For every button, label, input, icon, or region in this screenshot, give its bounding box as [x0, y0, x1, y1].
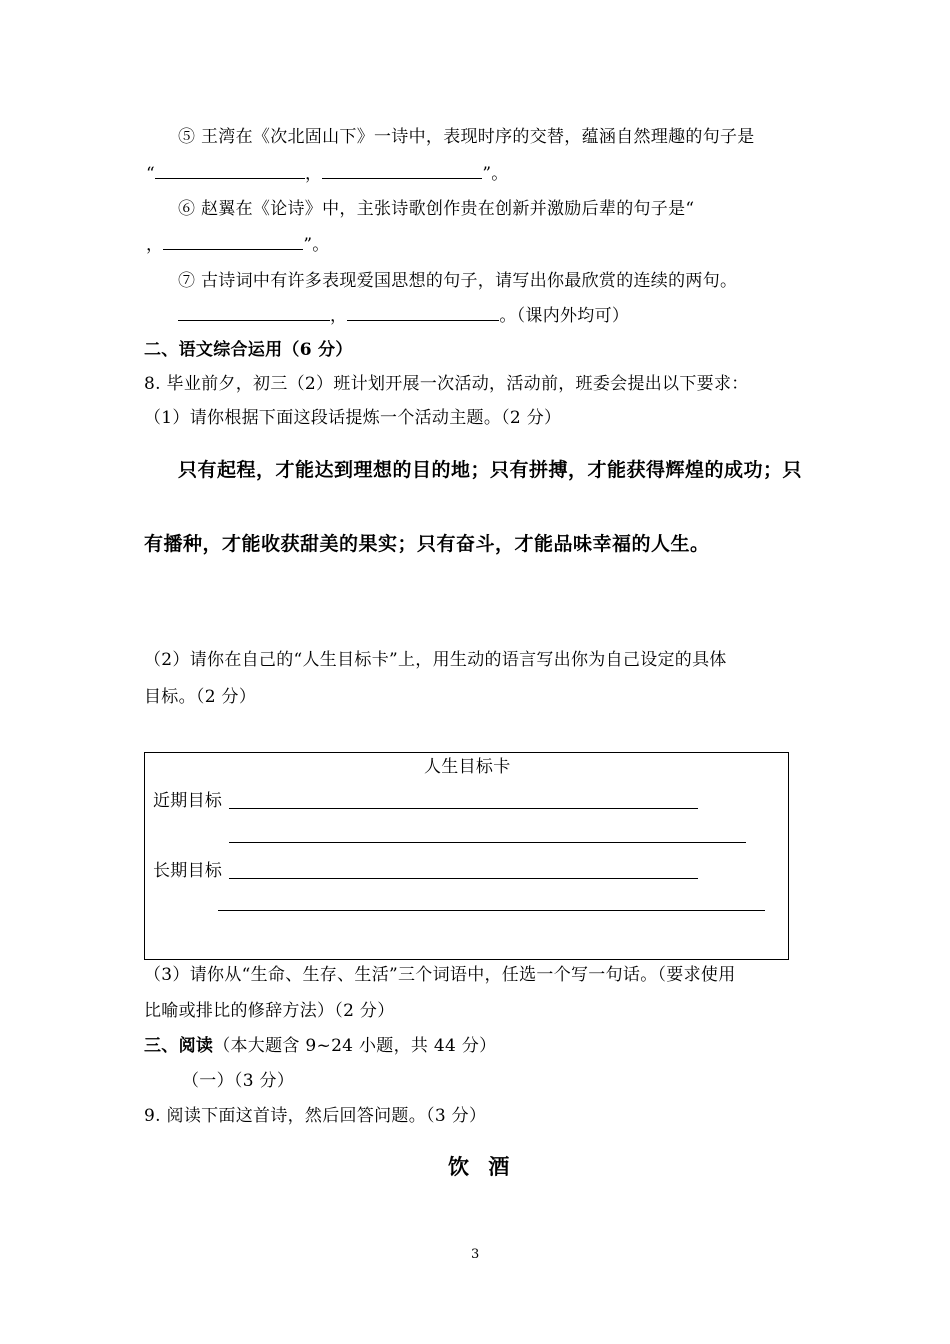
q7-prompt: ⑦ 古诗词中有许多表现爱国思想的句子，请写出你最欣赏的连续的两句。	[178, 271, 738, 291]
long-term-goal-line-1[interactable]	[229, 878, 698, 879]
q7-answer-line	[178, 303, 629, 328]
card-title: 人生目标卡	[424, 757, 511, 777]
q9-prompt: 9. 阅读下面这首诗，然后回答问题。（3 分）	[144, 1106, 487, 1126]
q8-part2-line1: （2）请你在自己的“人生目标卡”上，用生动的语言写出你为自己设定的具体	[144, 650, 727, 670]
q5-open-quote: “	[146, 164, 155, 184]
life-goal-card	[144, 752, 789, 960]
q5-close: ”。	[482, 164, 509, 184]
near-term-goal-line-2[interactable]	[229, 842, 746, 843]
section3-heading	[144, 1034, 496, 1058]
near-term-goal-line-1[interactable]	[229, 808, 698, 809]
q8-passage-line2: 有播种，才能收获甜美的果实；只有奋斗，才能品味幸福的人生。	[144, 533, 710, 555]
q8-part3-line2: 比喻或排比的修辞方法）（2 分）	[144, 1001, 395, 1021]
q7-blank-2[interactable]	[347, 303, 499, 321]
section2-heading: 二、语文综合运用（6 分）	[144, 340, 353, 360]
q6-answer-line	[146, 232, 330, 257]
q8-passage-line1: 只有起程，才能达到理想的目的地；只有拼搏，才能获得辉煌的成功；只	[178, 459, 803, 481]
q7-close: 。（课内外均可）	[499, 306, 630, 326]
near-term-goal-label: 近期目标	[153, 791, 223, 811]
section3-heading-title: 三、阅读	[144, 1036, 214, 1056]
q5-blank-1[interactable]	[155, 161, 305, 179]
page-number: 3	[471, 1247, 480, 1262]
q8-intro: 8. 毕业前夕，初三（2）班计划开展一次活动，活动前，班委会提出以下要求：	[144, 374, 749, 394]
q8-part2-line2: 目标。（2 分）	[144, 687, 257, 707]
q7-comma: ，	[330, 306, 348, 326]
q5-blank-2[interactable]	[322, 161, 482, 179]
q7-blank-1[interactable]	[178, 303, 330, 321]
long-term-goal-label: 长期目标	[153, 861, 223, 881]
poem-title: 饮 酒	[448, 1155, 516, 1179]
q8-part1: （1）请你根据下面这段话提炼一个活动主题。（2 分）	[144, 408, 562, 428]
q5-prompt: ⑤ 王湾在《次北固山下》一诗中，表现时序的交替，蕴涵自然理趣的句子是	[178, 127, 755, 147]
q5-answer-line	[146, 161, 509, 186]
q5-comma: ，	[305, 164, 323, 184]
q6-prompt: ⑥ 赵翼在《论诗》中，主张诗歌创作贵在创新并激励后辈的句子是“	[178, 199, 695, 219]
q6-comma: ，	[146, 235, 164, 255]
reading-part-1: （一）（3 分）	[182, 1071, 295, 1091]
q6-blank[interactable]	[163, 232, 303, 250]
long-term-goal-line-2[interactable]	[218, 910, 765, 911]
q6-close: ”。	[303, 235, 330, 255]
section3-heading-note: （本大题含 9~24 小题，共 44 分）	[213, 1036, 497, 1056]
q8-part3-line1: （3）请你从“生命、生存、生活”三个词语中，任选一个写一句话。（要求使用	[144, 965, 736, 985]
